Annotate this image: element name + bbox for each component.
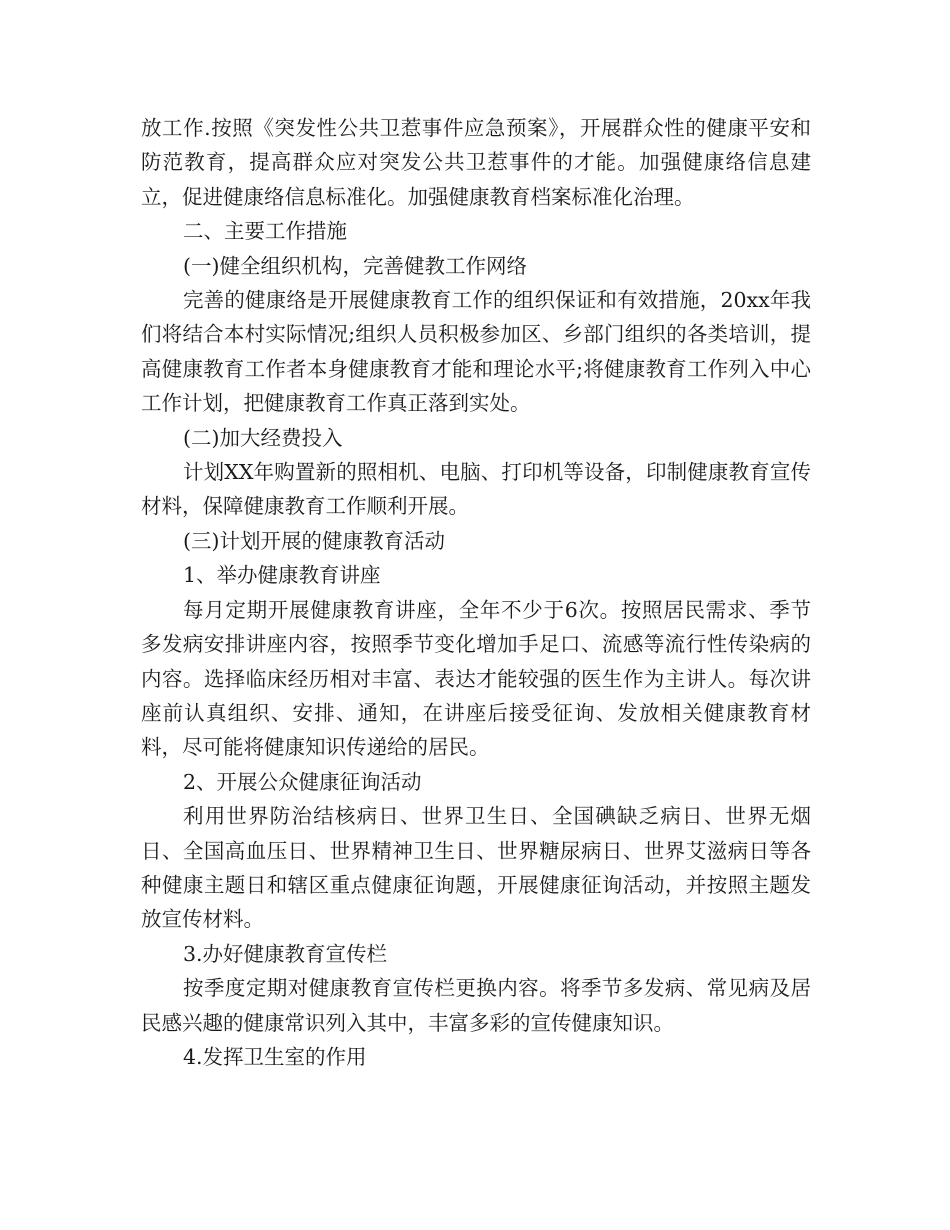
paragraph-funding: 计划XX年购置新的照相机、电脑、打印机等设备，印制健康教育宣传材料，保障健康教育工作顺利开展。 — [141, 460, 811, 519]
paragraph-continuation: 放工作.按照《突发性公共卫惹事件应急预案》，开展群众性的健康平安和防范教育，提高群众应对突发公共卫惹事件的才能。加强健康络信息建立，促进健康络信息标准化。加强健康教育档案标准化治理。 — [141, 116, 811, 209]
paragraph-organization: 完善的健康络是开展健康教育工作的组织保证和有效措施，20xx年我们将结合本村实际情况;组织人员积极参加区、乡部门组织的各类培训，提高健康教育工作者本身健康教育才能和理论水平;将健康教育工作列入中心工作计划，把健康教育工作真正落到实处。 — [141, 288, 811, 416]
paragraph-lectures: 每月定期开展健康教育讲座，全年不少于6次。按照居民需求、季节多发病安排讲座内容，按照季节变化增加手足口、流感等流行性传染病的内容。选择临床经历相对丰富、表达才能较强的医生作为主讲人。每次讲座前认真组织、安排、通知，在讲座后接受征询、发放相关健康教育材料，尽可能将健康知识传递给的居民。 — [141, 597, 811, 760]
subheading-organization: (一)健全组织机构，完善健教工作网络 — [183, 253, 527, 278]
document-body — [141, 111, 811, 1074]
item-heading-clinic-role: 4.发挥卫生室的作用 — [183, 1044, 367, 1069]
item-heading-consultation: 2、开展公众健康征询活动 — [183, 769, 422, 794]
paragraph-bulletin-board: 按季度定期对健康教育宣传栏更换内容。将季节多发病、常见病及居民感兴趣的健康常识列入其中，丰富多彩的宣传健康知识。 — [141, 976, 811, 1035]
item-heading-bulletin-board: 3.办好健康教育宣传栏 — [183, 941, 388, 966]
subheading-activities: (三)计划开展的健康教育活动 — [183, 528, 445, 553]
item-heading-lectures: 1、举办健康教育讲座 — [183, 563, 381, 588]
section-heading-main-measures: 二、主要工作措施 — [183, 219, 347, 244]
subheading-funding: (二)加大经费投入 — [183, 425, 343, 450]
paragraph-consultation: 利用世界防治结核病日、世界卫生日、全国碘缺乏病日、世界无烟日、全国高血压日、世界精神卫生日、世界糖尿病日、世界艾滋病日等各种健康主题日和辖区重点健康征询题，开展健康征询活动，并按照主题发放宣传材料。 — [141, 804, 811, 932]
